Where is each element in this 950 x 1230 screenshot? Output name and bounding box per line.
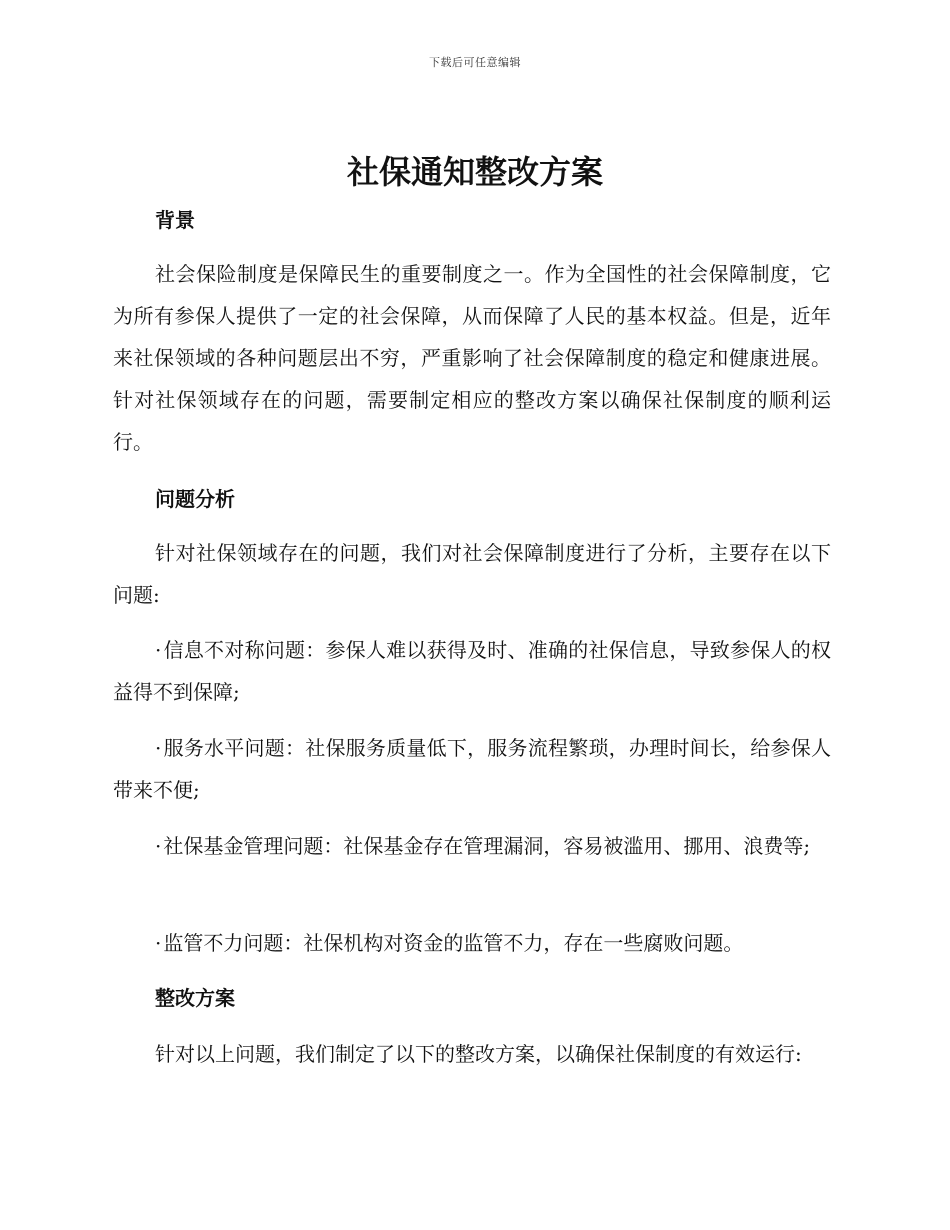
bullet-item-text: 社保基金管理问题：社保基金存在管理漏洞，容易被滥用、挪用、浪费等; [163, 834, 811, 858]
document-title: 社保通知整改方案 [346, 153, 603, 191]
header-note: 下载后可任意编辑 [429, 56, 521, 69]
bullet-item-text: 监管不力问题：社保机构对资金的监管不力，存在一些腐败问题。 [163, 931, 744, 955]
bullet-item-text: 信息不对称问题：参保人难以获得及时、准确的社保信息，导致参保人的权益得不到保障; [113, 638, 831, 704]
analysis-bullet-item [113, 727, 831, 811]
bullet-mark: · [155, 736, 162, 760]
bullet-mark: · [155, 638, 162, 662]
section-heading-background: 背景 [155, 208, 195, 232]
analysis-bullet-item [113, 825, 831, 867]
plan-intro-paragraph: 针对以上问题，我们制定了以下的整改方案，以确保社保制度的有效运行: [155, 1042, 802, 1066]
analysis-bullet-item [113, 922, 831, 964]
bullet-mark: · [155, 931, 162, 955]
bullet-mark: · [155, 834, 162, 858]
section-heading-plan: 整改方案 [155, 986, 235, 1010]
bullet-item-text: 服务水平问题：社保服务质量低下，服务流程繁琐，办理时间长，给参保人带来不便; [113, 736, 831, 802]
background-paragraph: 社会保险制度是保障民生的重要制度之一。作为全国性的社会保障制度，它为所有参保人提供了一定的社会保障，从而保障了人民的基本权益。但是，近年来社保领域的各种问题层出不穷，严重影响了社会保障制度的稳定和健康进展。针对社保领域存在的问题，需要制定相应的整改方案以确保社保制度的顺利运行。 [113, 262, 831, 454]
analysis-intro-paragraph: 针对社保领域存在的问题，我们对社会保障制度进行了分析，主要存在以下问题: [113, 541, 831, 607]
section-heading-analysis: 问题分析 [155, 487, 235, 511]
analysis-bullet-item [113, 629, 831, 713]
